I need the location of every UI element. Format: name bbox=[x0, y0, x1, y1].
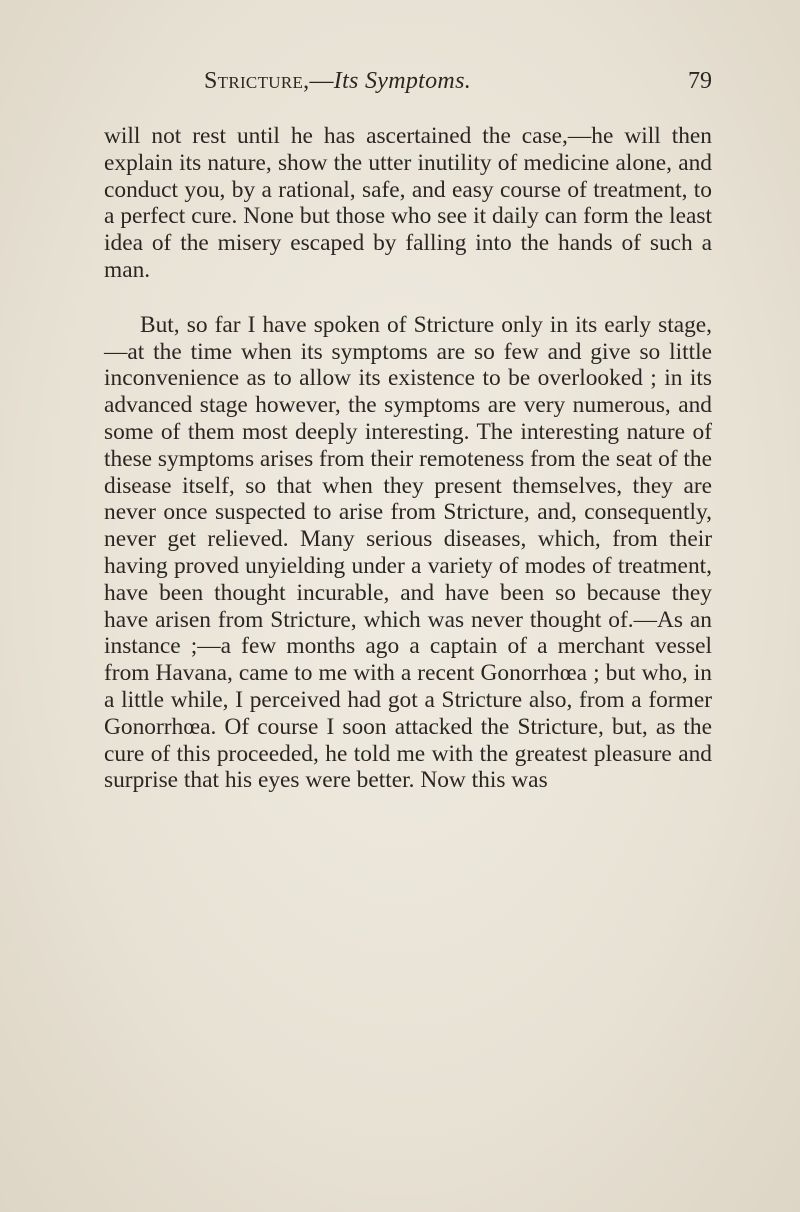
page-number: 79 bbox=[688, 68, 712, 94]
paragraph-stricture-stages: But, so far I have spoken of Stricture only in its early stage,—at the time when its symptoms are so few and give so little inconvenience as to allow its existence to be overlooked ; in its advanced stage however, the symptoms are very numerous, and some of them most deeply interesting. The interesting nature of these symptoms arises from their remoteness from the seat of the disease itself, so that when they present themselves, they are never once suspected to arise from Stricture, and, consequently, never get relieved. Many serious diseases, which, from their having proved unyielding under a variety of modes of treatment, have been thought incurable, and have been so because they have arisen from Stricture, which was never thought of.—As an instance ;—a few months ago a captain of a merchant vessel from Havana, came to me with a recent Gonorrhœa ; but who, in a little while, I perceived had got a Stricture also, from a former Gonorrhœa. Of course I soon attacked the Stricture, but, as the cure of this proceeded, he told me with the greatest pleasure and surprise that his eyes were better. Now this was bbox=[104, 311, 712, 794]
page-header bbox=[104, 66, 712, 96]
paragraph-continued: will not rest until he has ascertained the case,—he will then explain its nature, show the utter inutility of medicine alone, and conduct you, by a rational, safe, and easy course of treatment, to a perfect cure. None but those who see it daily can form the least idea of the misery escaped by falling into the hands of such a man. bbox=[104, 123, 712, 283]
body-text bbox=[104, 123, 712, 794]
running-head bbox=[204, 66, 471, 96]
running-head-subtitle: Its Symptoms. bbox=[333, 68, 472, 94]
running-head-dash: — bbox=[309, 68, 334, 94]
running-head-title: Stricture, bbox=[204, 68, 310, 94]
